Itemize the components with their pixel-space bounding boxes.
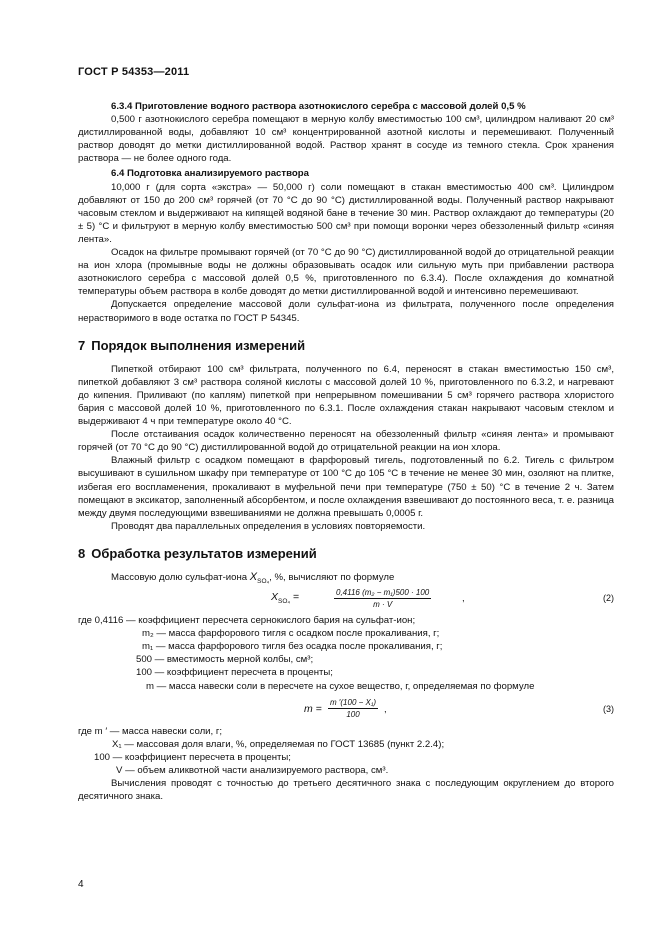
definition-row: X₁ — массовая доля влаги, %, определяемая по ГОСТ 13685 (пункт 2.2.4);	[112, 738, 445, 750]
formula-fraction	[334, 587, 431, 610]
definition-row: 100 — коэффициент пересчета в проценты;	[136, 667, 333, 679]
definition-row: 100 — коэффициент пересчета в проценты;	[94, 751, 291, 763]
formula-intro	[78, 571, 614, 584]
definition-row: m — масса навески соли в пересчете на сухое вещество, г, определяемая по формуле	[146, 680, 535, 692]
section-number: 7	[78, 337, 86, 353]
formula-var: X	[271, 591, 279, 604]
definition-row: m₂ — масса фарфорового тигля с осадком после прокаливания, г;	[142, 628, 440, 640]
definition-row: 500 — вместимость мерной колбы, см³;	[136, 654, 314, 666]
paragraph: После отстаивания осадок количественно переносят на обеззоленный фильтр «синяя лента» и промывают горячей (от 70 °С до 90 °С) дистиллированной водой до отрицательной реакции на ион хлора.	[78, 429, 614, 454]
variable-subscript: SO₄	[257, 577, 270, 585]
variable-x: X	[249, 571, 258, 583]
formula-denominator: 100	[346, 709, 360, 719]
formula-fraction	[328, 697, 378, 720]
formula-denominator: m · V	[373, 600, 393, 610]
section-heading-8	[78, 547, 614, 560]
formula-numerator: 0,4116 (m₂ − m₁)500 · 100	[336, 588, 430, 598]
definition-list-1	[78, 614, 614, 693]
section-heading-7	[78, 339, 614, 352]
formula-numerator: m ′(100 − X₁)	[330, 697, 377, 707]
paragraph: Влажный фильтр с осадком помещают в фарфоровый тигель, подготовленный по 6.2. Тигель с фильтром высушивают в сушильном шкафу при температуре от 100 °С до 105 °С в течение не менее 30 мин, озоляют на плитке, избегая его воспламенения, прокаливают в муфельной печи при температуре (750 ± 50) °С в течение 2 ч. Затем помещают в эксикатор, заполненный абсорбентом, и после охлаждения взвешивают до постоянного веса, т. е. разница между двумя последующими взвешиваниями не должна превышать 0,0005 г.	[78, 455, 614, 519]
paragraph: Проводят два параллельных определения в условиях повторяемости.	[111, 520, 426, 532]
equation-number: (3)	[603, 703, 614, 714]
definition-row: m₁ — масса фарфорового тигля без осадка после прокаливания, г;	[142, 641, 443, 653]
paragraph: Допускается определение массовой доли сульфат-иона из фильтрата, полученного после определения нерастворимого в воде остатка по ГОСТ Р 54345.	[78, 299, 614, 324]
definition-list-2	[78, 725, 614, 777]
subsection-title-6-3-4: 6.3.4 Приготовление водного раствора азотнокислого серебра с массовой долей 0,5 %	[111, 101, 526, 112]
intro-text: Массовую долю сульфат-иона	[111, 572, 250, 583]
section-number: 8	[78, 545, 86, 561]
paragraph: Пипеткой отбирают 100 см³ фильтрата, полученного по 6.4, переносят в стакан вместимостью 150 см³, пипеткой добавляют 3 см³ раствора соляной кислоты с массовой долей 10 %, приготовленного по 6.3.2, и нагревают до кипения. Приливают (по каплям) пипеткой при непрерывном помешивании 5 см³ горячего раствора хлористого бария с массовой долей 10 %, приготовленного по 6.3.1. После охлаждения стакан накрывают часовым стеклом и выдерживают 4 ч при температуре около 40 °С.	[78, 363, 614, 428]
paragraph: 0,500 г азотнокислого серебра помещают в мерную колбу вместимостью 100 см³, цилиндром наливают 20 см³ дистиллированной воды, добавляют 10 см³ концентрированной азотной кислоты и перемешивают. Полученный раствор доводят до метки дистиллированной водой. Раствор хранят в сосуде из темного стекла. Срок хранения раствора — не более одного года.	[78, 114, 614, 165]
formula-lhs: m =	[304, 702, 322, 715]
formula-lhs: $X_{SO_4}$ =	[271, 591, 300, 606]
section-title: Порядок выполнения измерений	[91, 337, 306, 353]
page-number: 4	[78, 879, 84, 890]
document-body	[78, 98, 614, 803]
paragraph: 10,000 г (для сорта «экстра» — 50,000 г) соли помещают в стакан вместимостью 400 см³. Цилиндром добавляют от 150 до 200 см³ горячей (от 70 °С до 90 °С) дистиллированной воды. Полученный раствор накрывают часовым стеклом и выдерживают на кипящей водяной бане в течение 30 мин. Раствор охлаждают до температуры (20 ± 5) °С и фильтруют в мерную колбу вместимостью 500 см³ при помощи воронки через обеззоленный фильтр «синяя лента».	[78, 181, 614, 245]
definition-row: V — объем аликвотной части анализируемого раствора, см³.	[116, 764, 389, 776]
formula-sub: SO₄	[278, 598, 291, 606]
intro-text: , %, вычисляют по формуле	[269, 572, 395, 583]
paragraph: Вычисления проводят с точностью до третьего десятичного знака с последующим округлением до второго десятичного знака.	[78, 778, 614, 803]
formula-2: $X_{SO_4}$ = $\frac{\text{0,4116 (m₂ − m₁)500 · 100}}{m \cdot V}$ , (2)	[271, 588, 614, 610]
equation-number: (2)	[603, 593, 614, 604]
formula-3: m = $\frac{\text{m ′(100 − X₁)}}{100}$ , (3)	[304, 697, 614, 719]
document-header: ГОСТ Р 54353—2011	[78, 66, 190, 78]
subsection-title-6-4: 6.4 Подготовка анализируемого раствора	[111, 168, 309, 180]
section-title: Обработка результатов измерений	[91, 545, 317, 561]
paragraph: Осадок на фильтре промывают горячей (от 70 °С до 90 °С) дистиллированной водой до отрицательной реакции на ион хлора (промывные воды не должны образовывать осадок или сильную муть при прибавлении раствора азотнокислого серебра с массовой долей 0,5 %, приготовленного по 6.3.4). После охлаждения до комнатной температуры объем раствора в колбе доводят до метки дистиллированной водой и интенсивно перемешивают.	[78, 247, 614, 298]
definition-row: где m ′ — масса навески соли, г;	[78, 725, 223, 737]
definition-row: где 0,4116 — коэффициент пересчета сернокислого бария на сульфат-ион;	[78, 615, 416, 627]
